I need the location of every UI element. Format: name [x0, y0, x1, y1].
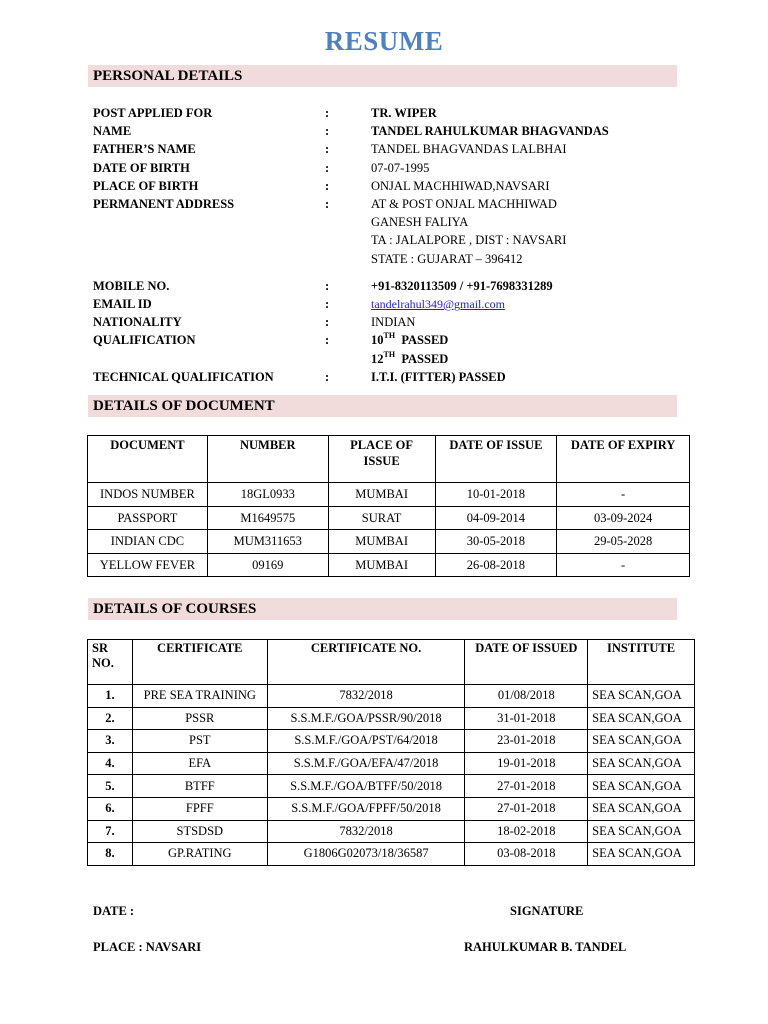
field-label: TECHNICAL QUALIFICATION [93, 369, 274, 384]
cell: INDOS NUMBER [88, 483, 208, 507]
mobile-row [93, 277, 693, 295]
post-applied-value: TR. WIPER [371, 106, 437, 120]
email-link[interactable]: tandelrahul349@gmail.com [371, 297, 506, 312]
colon: : [325, 124, 330, 139]
cell: 18-02-2018 [465, 820, 588, 843]
cell: SEA SCAN,GOA [588, 775, 695, 798]
dob-row [93, 159, 693, 177]
date-label: DATE : [93, 904, 135, 918]
father-name-value: TANDEL BHAGVANDAS LALBHAI [371, 142, 567, 157]
cell: INDIAN CDC [88, 530, 208, 554]
column-header: CERTIFICATE NO. [267, 640, 465, 685]
field-label: PLACE OF BIRTH [93, 178, 199, 193]
cell: BTFF [132, 775, 267, 798]
cell: - [557, 553, 690, 577]
pob-row [93, 177, 693, 195]
cell: STSDSD [132, 820, 267, 843]
table-row [88, 843, 695, 866]
table-row [88, 775, 695, 798]
cell: SEA SCAN,GOA [588, 730, 695, 753]
column-header: NUMBER [207, 436, 328, 483]
field-label: PERMANENT ADDRESS [93, 197, 235, 212]
cell: FPFF [132, 797, 267, 820]
colon: : [325, 142, 330, 157]
cell: SEA SCAN,GOA [588, 685, 695, 708]
colon: : [325, 333, 330, 348]
column-header: INSTITUTE [588, 640, 695, 685]
cell: S.S.M.F./GOA/FPFF/50/2018 [267, 797, 465, 820]
column-header: DATE OF EXPIRY [557, 436, 690, 483]
column-header: DOCUMENT [88, 436, 208, 483]
address-value [371, 195, 691, 268]
colon: : [325, 315, 330, 330]
colon: : [325, 297, 330, 312]
cell: 5. [88, 775, 133, 798]
field-label: NATIONALITY [93, 315, 182, 330]
colon: : [325, 160, 330, 175]
colon: : [325, 178, 330, 193]
table-row [88, 530, 690, 554]
section-header-courses: DETAILS OF COURSES [88, 598, 677, 620]
cell: PASSPORT [88, 506, 208, 530]
address-line: GANESH FALIYA [371, 215, 469, 230]
cell: 29-05-2028 [557, 530, 690, 554]
cell: MUMBAI [328, 530, 435, 554]
address-row [93, 195, 693, 268]
cell: SURAT [328, 506, 435, 530]
field-label: EMAIL ID [93, 297, 152, 312]
cell: 4. [88, 752, 133, 775]
cell: 23-01-2018 [465, 730, 588, 753]
cell: 09169 [207, 553, 328, 577]
cell: S.S.M.F./GOA/EFA/47/2018 [267, 752, 465, 775]
father-name-row [93, 140, 693, 158]
field-label: NAME [93, 124, 132, 139]
signatory-name: RAHULKUMAR B. TANDEL [464, 940, 627, 954]
table-row [88, 506, 690, 530]
cell: 03-09-2024 [557, 506, 690, 530]
column-header: DATE OF ISSUED [465, 640, 588, 685]
cell: GP.RATING [132, 843, 267, 866]
cell: G1806G02073/18/36587 [267, 843, 465, 866]
personal-details [93, 104, 693, 386]
cell: 8. [88, 843, 133, 866]
table-header-row [88, 436, 690, 483]
table-header-row [88, 640, 695, 685]
cell: - [557, 483, 690, 507]
pob-value: ONJAL MACHHIWAD,NAVSARI [371, 178, 550, 193]
cell: YELLOW FEVER [88, 553, 208, 577]
nationality-row [93, 313, 693, 331]
field-label: POST APPLIED FOR [93, 106, 213, 120]
colon: : [325, 106, 330, 120]
mobile-value: +91-8320113509 / +91-7698331289 [371, 278, 553, 293]
cell: 19-01-2018 [465, 752, 588, 775]
qualification-value [371, 331, 691, 367]
cell: 01/08/2018 [465, 685, 588, 708]
technical-qualification-row [93, 368, 693, 386]
cell: 7. [88, 820, 133, 843]
dob-value: 07-07-1995 [371, 160, 430, 175]
cell: 3. [88, 730, 133, 753]
cell: EFA [132, 752, 267, 775]
cell: 10-01-2018 [435, 483, 557, 507]
cell: SEA SCAN,GOA [588, 797, 695, 820]
name-value: TANDEL RAHULKUMAR BHAGVANDAS [371, 124, 609, 139]
cell: 18GL0933 [207, 483, 328, 507]
post-applied-row [93, 104, 693, 122]
address-line: TA : JALALPORE , DIST : NAVSARI [371, 233, 567, 248]
cell: 7832/2018 [267, 820, 465, 843]
cell: 26-08-2018 [435, 553, 557, 577]
cell: PRE SEA TRAINING [132, 685, 267, 708]
cell: PST [132, 730, 267, 753]
colon: : [325, 369, 330, 384]
cell: SEA SCAN,GOA [588, 843, 695, 866]
cell: M1649575 [207, 506, 328, 530]
cell: SEA SCAN,GOA [588, 752, 695, 775]
qualification-line: 12TH PASSED [371, 349, 449, 366]
table-row [88, 483, 690, 507]
colon: : [325, 197, 330, 212]
section-header-documents: DETAILS OF DOCUMENT [88, 395, 677, 417]
cell: 2. [88, 707, 133, 730]
field-label: QUALIFICATION [93, 333, 196, 348]
place-label: PLACE : NAVSARI [93, 940, 202, 954]
cell: SEA SCAN,GOA [588, 820, 695, 843]
qualification-row [93, 331, 693, 367]
section-header-personal-details: PERSONAL DETAILS [88, 65, 677, 87]
cell: 6. [88, 797, 133, 820]
cell: 03-08-2018 [465, 843, 588, 866]
cell: 1. [88, 685, 133, 708]
column-header: DATE OF ISSUE [435, 436, 557, 483]
email-row [93, 295, 693, 313]
cell: PSSR [132, 707, 267, 730]
courses-table [87, 639, 695, 866]
name-row [93, 122, 693, 140]
cell: 30-05-2018 [435, 530, 557, 554]
documents-table [87, 435, 690, 577]
colon: : [325, 278, 330, 293]
cell: 7832/2018 [267, 685, 465, 708]
cell: 27-01-2018 [465, 797, 588, 820]
signature-label: SIGNATURE [510, 904, 584, 918]
table-row [88, 553, 690, 577]
cell: MUMBAI [328, 483, 435, 507]
column-header: SR NO. [88, 640, 133, 685]
cell: S.S.M.F./GOA/BTFF/50/2018 [267, 775, 465, 798]
column-header: CERTIFICATE [132, 640, 267, 685]
technical-qualification-value: I.T.I. (FITTER) PASSED [371, 369, 506, 384]
cell: MUMBAI [328, 553, 435, 577]
cell: MUM311653 [207, 530, 328, 554]
cell: S.S.M.F./GOA/PSSR/90/2018 [267, 707, 465, 730]
table-row [88, 730, 695, 753]
column-header: PLACE OF ISSUE [328, 436, 435, 483]
table-row [88, 707, 695, 730]
field-label: FATHER’S NAME [93, 142, 196, 157]
field-label: DATE OF BIRTH [93, 160, 190, 175]
qualification-line: 10TH PASSED [371, 331, 449, 348]
cell: SEA SCAN,GOA [588, 707, 695, 730]
table-row [88, 752, 695, 775]
table-row [88, 685, 695, 708]
table-row [88, 820, 695, 843]
cell: 27-01-2018 [465, 775, 588, 798]
nationality-value: INDIAN [371, 315, 416, 330]
field-label: MOBILE NO. [93, 278, 170, 293]
cell: 04-09-2014 [435, 506, 557, 530]
page-title: RESUME [324, 26, 444, 56]
cell: S.S.M.F./GOA/PST/64/2018 [267, 730, 465, 753]
address-line: STATE : GUJARAT – 396412 [371, 251, 523, 266]
cell: 31-01-2018 [465, 707, 588, 730]
address-line: AT & POST ONJAL MACHHIWAD [371, 197, 557, 212]
table-row [88, 797, 695, 820]
